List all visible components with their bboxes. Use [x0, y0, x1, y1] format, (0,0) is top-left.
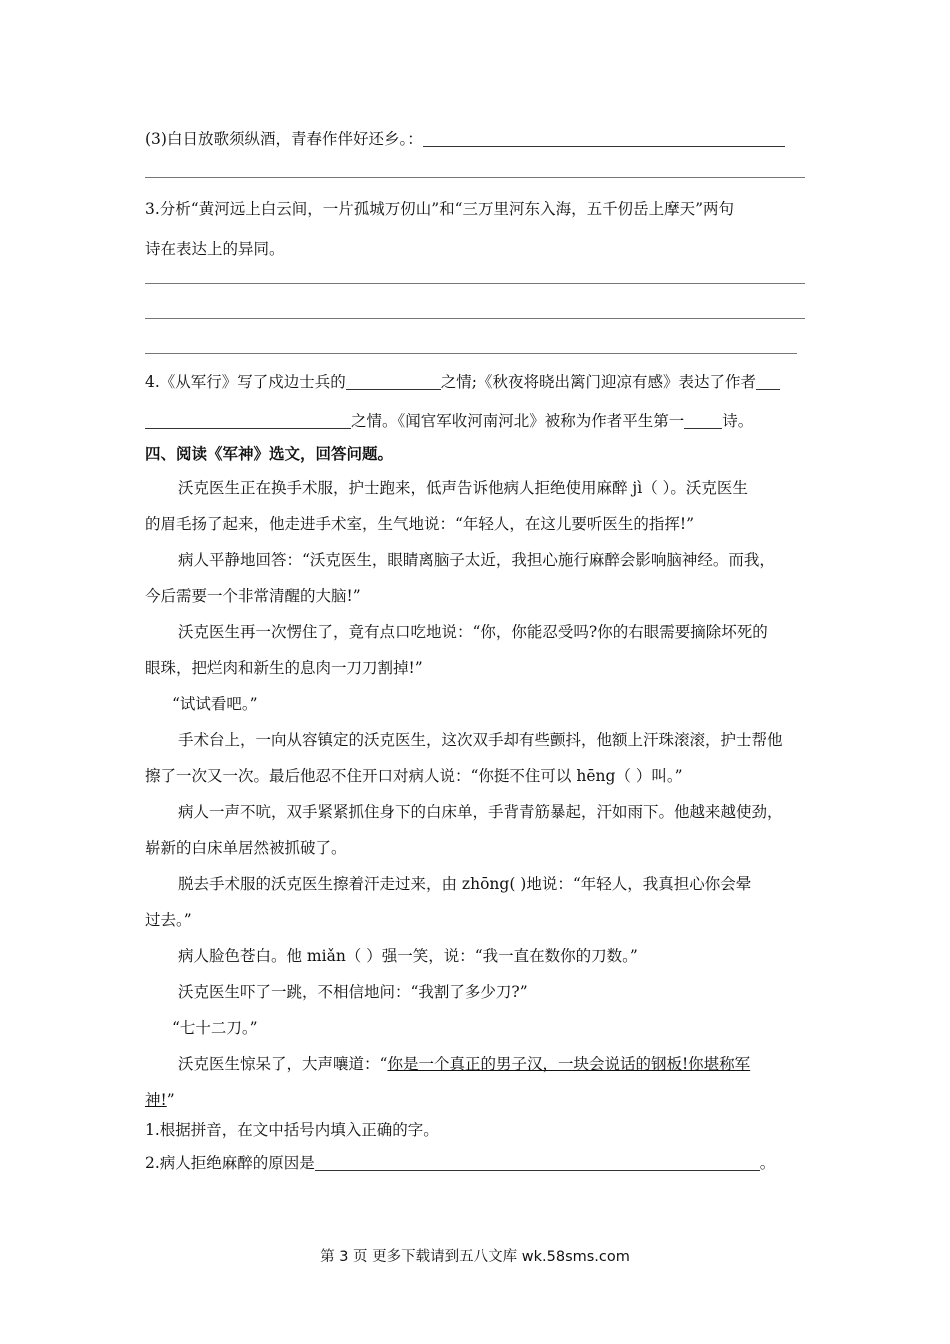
q4-part3: 之情。《闻官军收河南河北》被称为作者平生第一: [351, 412, 685, 430]
q4-part4: 诗。: [722, 412, 754, 430]
passage-p11-underlined-2: 神!: [145, 1091, 167, 1109]
q4-part1: 4.《从军行》写了戍边士兵的: [145, 373, 346, 391]
passage-p6-line1: 病人一声不吭，双手紧紧抓住身下的白床单，手背青筋暴起，汗如雨下。他越来越使劲，: [178, 803, 783, 821]
q3-label: (3)白日放歌须纵酒，青春作伴好还乡。：: [145, 130, 423, 148]
q3-analysis-line2: 诗在表达上的异同。: [145, 240, 285, 258]
passage-p9: 沃克医生吓了一跳，不相信地问：“我割了多少刀?”: [178, 983, 528, 1001]
passage-p2-line2: 今后需要一个非常清醒的大脑!”: [145, 587, 361, 605]
passage-p5-line2: 擦了一次又一次。最后他忍不住开口对病人说：“你挺不住可以 hēng（ ）叫。”: [145, 767, 683, 785]
answer-rule[interactable]: [145, 318, 805, 319]
q4-blank-2a[interactable]: [756, 373, 780, 390]
question-1: 1.根据拼音，在文中括号内填入正确的字。: [145, 1121, 439, 1139]
q3-answer-blank[interactable]: [423, 130, 785, 147]
passage-p1-line2: 的眉毛扬了起来，他走进手术室，生气地说：“年轻人，在这儿要听医生的指挥!”: [145, 515, 695, 533]
q4-line1: [145, 371, 805, 393]
question-2-prefix: 2.病人拒绝麻醉的原因是: [145, 1154, 315, 1172]
passage-p11-end: ”: [166, 1091, 175, 1109]
passage-p5-line1: 手术台上，一向从容镇定的沃克医生，这次双手却有些颤抖，他额上汗珠滚滚，护士帮他: [178, 731, 783, 749]
passage-p11-line1: [178, 1053, 838, 1075]
passage-p11-prefix: 沃克医生惊呆了，大声嚷道：“: [178, 1055, 388, 1073]
q3-line: [145, 128, 805, 150]
passage-p11-underlined-1: 你是一个真正的男子汉，一块会说话的钢板!你堪称军: [387, 1055, 751, 1073]
answer-rule[interactable]: [145, 353, 797, 354]
passage-p7-line1: 脱去手术服的沃克医生擦着汗走过来，由 zhōng( )地说：“年轻人，我真担心你会晕: [178, 875, 752, 893]
q4-blank-2b[interactable]: [145, 412, 351, 429]
passage-p6-line2: 崭新的白床单居然被抓破了。: [145, 839, 347, 857]
question-2-end: 。: [759, 1154, 776, 1172]
section4-heading: 四、阅读《军神》选文，回答问题。: [145, 444, 394, 463]
q4-part2: 之情;《秋夜将晓出篱门迎凉有感》表达了作者: [440, 373, 757, 391]
answer-rule[interactable]: [145, 283, 805, 284]
q3-analysis-line1: 3.分析“黄河远上白云间，一片孤城万仞山”和“三万里河东入海，五千仞岳上摩天”两句: [145, 200, 734, 218]
q4-blank-1[interactable]: [346, 373, 441, 390]
passage-p8: 病人脸色苍白。他 miǎn（ ）强一笑，说：“我一直在数你的刀数。”: [178, 947, 638, 965]
q4-blank-3[interactable]: [684, 412, 722, 429]
passage-p3-line2: 眼珠，把烂肉和新生的息肉一刀刀割掉!”: [145, 659, 423, 677]
answer-rule[interactable]: [145, 177, 805, 178]
page-footer: 第 3 页 更多下载请到五八文库 wk.58sms.com: [320, 1249, 630, 1265]
question-2: [145, 1152, 805, 1174]
passage-p4: “试试看吧。”: [172, 695, 258, 713]
passage-p11-line2: [145, 1089, 805, 1111]
passage-p3-line1: 沃克医生再一次愣住了，竟有点口吃地说：“你，你能忍受吗?你的右眼需要摘除坏死的: [178, 623, 768, 641]
passage-p10: “七十二刀。”: [172, 1019, 258, 1037]
passage-p7-line2: 过去。”: [145, 911, 192, 929]
question-2-answer-blank[interactable]: [315, 1154, 760, 1171]
q4-line2: [145, 410, 805, 432]
passage-p2-line1: 病人平静地回答：“沃克医生，眼睛离脑子太近，我担心施行麻醉会影响脑神经。而我，: [178, 551, 775, 569]
passage-p1-line1: 沃克医生正在换手术服，护士跑来，低声告诉他病人拒绝使用麻醉 jì（ ）。沃克医生: [178, 479, 748, 497]
